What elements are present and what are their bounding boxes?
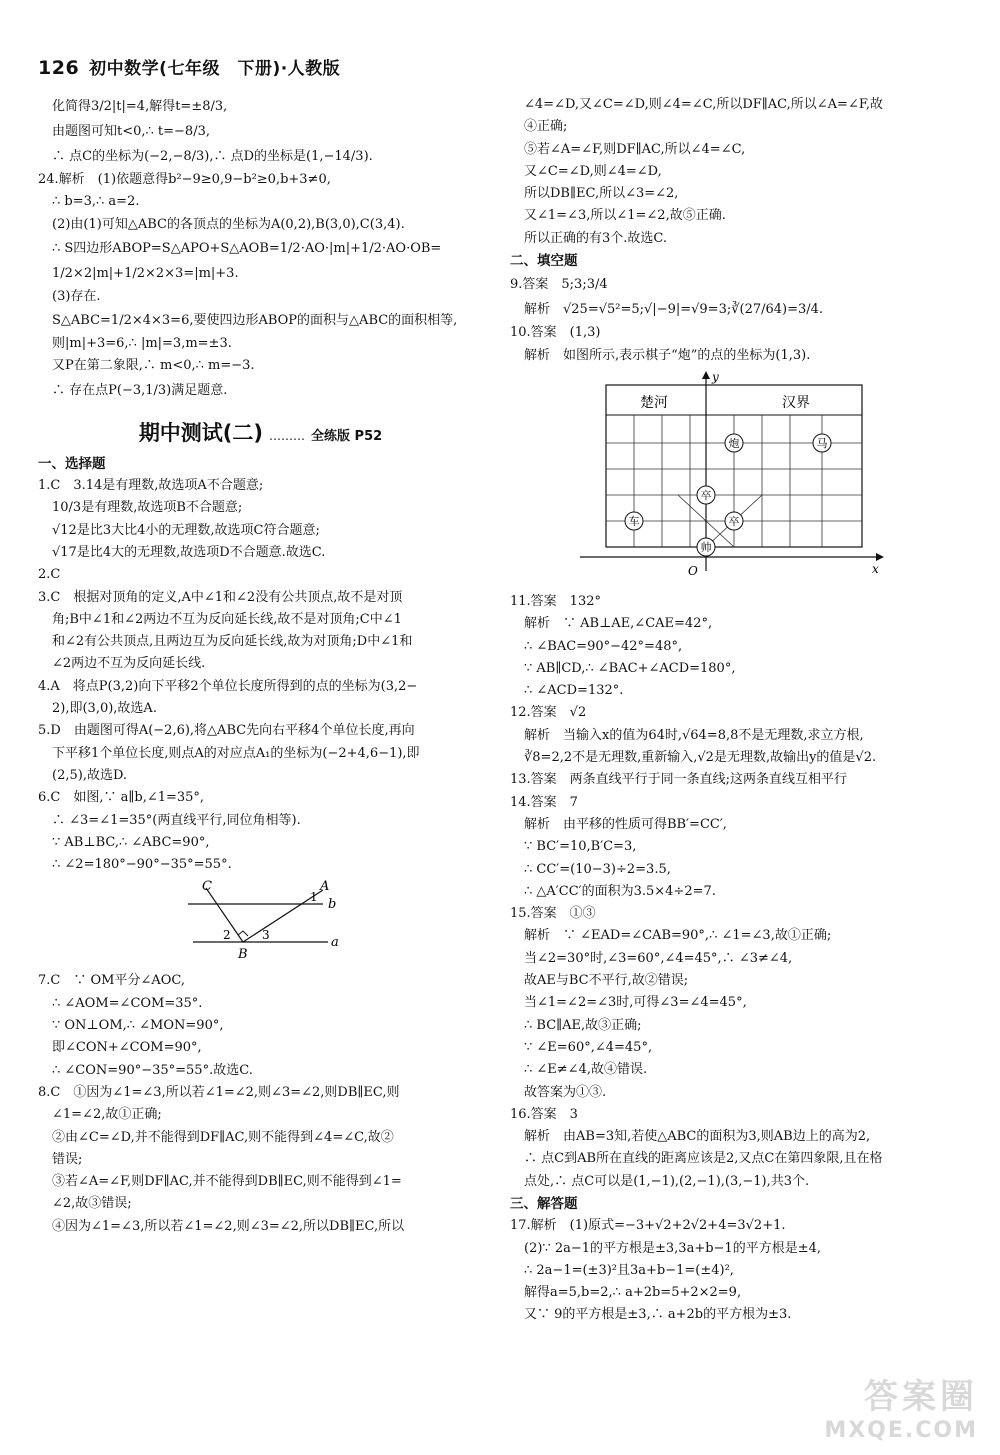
text-line: 解析 当输入x的值为64时,√64=8,8不是无理数,求立方根, [524,727,864,743]
text-line: ∴ ∠BAC=90°−42°=48°, [524,638,683,654]
text-line: √17是比4大的无理数,故选项D不合题意.故选C. [52,544,326,560]
text-line: 和∠2有公共顶点,且两边互为反向延长线,故为对顶角;D中∠1和 [52,634,413,650]
piece-ma-label: 马 [816,436,828,450]
left-column [38,94,483,1238]
text-line: 1/2×2|m|+1/2×2×3=|m|+3. [52,265,239,281]
text-line: 11.答案 132° [510,593,601,609]
text-line: 2.C [38,567,61,583]
parallel-lines-figure [38,880,483,962]
text-line: 15.答案 ①③ [510,906,596,922]
river-left-text: 楚河 [640,394,668,411]
text-line: 解析 √25=√5²=5;√|−9|=√9=3;∛(27/64)=3/4. [524,302,824,318]
label-c: C [202,880,212,895]
piece-zu-1-label: 卒 [700,488,712,502]
text-line: ∴ ∠2=180°−90°−35°=55°. [52,857,232,873]
label-line-b: b [328,897,337,913]
text-line: ⑤若∠A=∠F,则DF∥AC,所以∠4=∠C, [524,141,746,157]
text-line: 又∵ 9的平方根是±3,∴ a+2b的平方根为±3. [524,1307,792,1323]
text-line: 12.答案 √2 [510,705,587,721]
angle-1-label: 1 [310,890,318,905]
section-heading: 二、填空题 [510,253,578,270]
text-line: ∠2,故③错误; [52,1196,132,1212]
text-line: 下平移1个单位长度,则点A的对应点A₁的坐标为(−2+4,6−1),即 [52,745,420,761]
text-line: 当∠2=30°时,∠3=60°,∠4=45°,∴ ∠3≠∠4, [524,950,793,966]
y-axis-label: y [712,370,719,384]
piece-che-label: 车 [628,514,640,528]
text-line: ∴ ∠ACD=132°. [524,683,624,699]
part-title [38,417,483,447]
text-line: 则|m|+3=6,∴ |m|=3,m=±3. [52,336,232,352]
figure-q10 [510,371,965,587]
text-line: ∴ b=3,∴ a=2. [52,194,140,210]
text-line: 又∠C=∠D,则∠4=∠D, [524,163,662,179]
text-line: ∴ △A′CC′的面积为3.5×4÷2=7. [524,883,716,899]
x-arrow-icon [876,553,884,561]
text-line: 16.答案 3 [510,1106,578,1122]
text-line: ∴ 点C到AB所在直线的距离应该是2,又点C在第四象限,且在格 [524,1151,883,1167]
figure-q6 [38,880,483,966]
text-line: 角;B中∠1和∠2两边不互为反向延长线,故不是对顶角;C中∠1 [52,611,402,627]
text-line: 化简得3/2|t|=4,解得t=±8/3, [52,99,228,114]
right-column [510,94,965,1327]
text-line: 1.C 3.14是有理数,故选项A不合题意; [38,478,264,494]
right-angle-mark [238,931,248,936]
text-line: ∵ AB∥CD,∴ ∠BAC+∠ACD=180°, [524,660,736,676]
section-heading: 三、解答题 [510,1195,578,1212]
text-line: 9.答案 5;3;3/4 [510,277,608,293]
text-line: ∵ ON⊥OM,∴ ∠MON=90°, [52,1018,224,1034]
text-line: ∴ S四边形ABOP=S△APO+S△AOB=1/2·AO·|m|+1/2·AO·OB= [52,240,442,256]
text-line: ④因为∠1=∠3,所以若∠1=∠2,则∠3=∠2,所以DB∥EC,所以 [52,1218,405,1234]
text-line: ∛8=2,2不是无理数,重新输入,√2是无理数,故输出y的值是√2. [524,750,877,766]
text-line: 8.C ①因为∠1=∠3,所以若∠1=∠2,则∠3=∠2,则DB∥EC,则 [38,1084,400,1100]
text-line: ∵ ∠E=60°,∠4=45°, [524,1039,653,1055]
label-b-point: B [238,947,248,963]
text-line: ∠2两边不互为反向延长线. [52,656,206,672]
origin-label: O [688,563,698,578]
text-line: 解析 ∵ AB⊥AE,∠CAE=42°, [524,616,713,632]
text-line: 2),即(3,0),故选A. [52,701,157,717]
book-title: 初中数学(七年级 下册)·人教版 [89,59,341,79]
text-line: √12是比3大比4小的无理数,故选项C符合题意; [52,522,320,538]
text-line: ∠1=∠2,故①正确; [52,1107,162,1123]
part-title-dots: ……… [269,428,306,443]
y-arrow-icon [702,371,710,379]
angle-3-label: 3 [262,928,270,943]
page-number: 126 [38,57,80,79]
text-line: 14.答案 7 [510,794,578,810]
angle-2-label: 2 [223,928,231,943]
text-line: 解得a=5,b=2,∴ a+2b=5+2×2=9, [524,1285,742,1301]
text-line: 所以正确的有3个.故选C. [524,230,668,246]
piece-zu-2-label: 卒 [728,514,740,528]
text-line: 10/3是有理数,故选项B不合题意; [52,500,243,516]
text-line: 又∠1=∠3,所以∠1=∠2,故⑤正确. [524,208,726,224]
section-heading: 一、选择题 [38,455,106,472]
text-line: 解析 由AB=3知,若使△ABC的面积为3,则AB边上的高为2, [524,1129,871,1145]
part-title-ref: 全练版 P52 [311,428,383,444]
part-title-text: 期中测试(二) [138,420,264,445]
text-line: S△ABC=1/2×4×3=6,要使四边形ABOP的面积与△ABC的面积相等, [52,313,458,329]
watermark-line2: MXQE.COM [824,1418,978,1443]
text-line: 所以DB∥EC,所以∠3=∠2, [524,186,679,202]
text-line: (3)存在. [52,288,101,304]
text-line: 点处,∴ 点C可以是(1,−1),(2,−1),(3,−1),共3个. [524,1173,810,1189]
river-right-text: 汉界 [782,394,810,411]
text-line: ∴ CC′=(10−3)÷2=3.5, [524,861,671,877]
text-line: 故AE与BC不平行,故②错误; [524,973,689,989]
text-line: 4.A 将点P(3,2)向下平移2个单位长度所得到的点的坐标为(3,2− [38,678,418,694]
watermark [824,1369,978,1443]
text-line: ∴ 存在点P(−3,1/3)满足题意. [52,382,228,398]
text-line: ∴ ∠CON=90°−35°=55°.故选C. [52,1062,253,1078]
x-axis-label: x [872,561,879,576]
text-line: 故答案为①③. [524,1084,607,1100]
text-line: 13.答案 两条直线平行于同一条直线;这两条直线互相平行 [510,772,848,788]
text-line: 解析 如图所示,表示棋子“炮”的点的坐标为(1,3). [524,347,811,363]
chess-board-figure [510,371,965,583]
piece-shuai-label: 帅 [700,540,712,554]
text-line: ∴ BC∥AE,故③正确; [524,1017,642,1033]
text-line: 当∠1=∠2=∠3时,可得∠3=∠4=45°, [524,995,747,1011]
text-line: 3.C 根据对顶角的定义,A中∠1和∠2没有公共顶点,故不是对顶 [38,589,403,605]
text-line: 由题图可知t<0,∴ t=−8/3, [52,124,210,139]
text-line: 24.解析 (1)依题意得b²−9≥0,9−b²≥0,b+3≠0, [38,172,331,187]
text-line: 即∠CON+∠COM=90°, [52,1040,202,1056]
watermark-line1: 答案圈 [864,1377,978,1417]
label-line-a: a [331,935,339,951]
text-line: (2,5),故选D. [52,767,128,783]
text-line: ∴ ∠3=∠1=35°(两直线平行,同位角相等). [52,812,301,828]
piece-pao-label: 炮 [728,436,740,450]
label-a-point: A [320,880,330,895]
text-line: ②由∠C=∠D,并不能得到DF∥AC,则不能得到∠4=∠C,故② [52,1129,394,1145]
text-line: 5.D 由题图可得A(−2,6),将△ABC先向右平移4个单位长度,再向 [38,723,415,739]
text-line: ∴ 2a−1=(±3)²且3a+b−1=(±4)², [524,1262,734,1278]
text-line: (2)∵ 2a−1的平方根是±3,3a+b−1的平方根是±4, [524,1240,821,1256]
text-line: 17.解析 (1)原式=−3+√2+2√2+4=3√2+1. [510,1218,786,1234]
text-line: 解析 ∵ ∠EAD=∠CAB=90°,∴ ∠1=∠3,故①正确; [524,928,832,944]
text-line: ∠4=∠D,又∠C=∠D,则∠4=∠C,所以DF∥AC,所以∠A=∠F,故 [524,97,883,112]
text-line: 又P在第二象限,∴ m<0,∴ m=−3. [52,358,255,374]
text-line: ∵ AB⊥BC,∴ ∠ABC=90°, [52,834,210,850]
text-line: ∴ ∠E≠∠4,故④错误. [524,1062,648,1078]
text-line: ④正确; [524,119,568,135]
text-line: (2)由(1)可知△ABC的各顶点的坐标为A(0,2),B(3,0),C(3,4). [52,216,405,232]
text-line: 6.C 如图,∵ a∥b,∠1=35°, [38,790,205,806]
text-line: 7.C ∵ OM平分∠AOC, [38,973,186,989]
text-line: 错误; [52,1151,83,1167]
text-line: ∵ BC′=10,B′C=3, [524,839,637,855]
text-line: ∴ ∠AOM=∠COM=35°. [52,995,203,1011]
text-line: 10.答案 (1,3) [510,325,601,341]
page-header [38,54,340,79]
text-line: ③若∠A=∠F,则DF∥AC,并不能得到DB∥EC,则不能得到∠1= [52,1174,402,1190]
text-line: 解析 由平移的性质可得BB′=CC′, [524,816,727,832]
text-line: ∴ 点C的坐标为(−2,−8/3),∴ 点D的坐标是(1,−14/3). [52,149,373,164]
